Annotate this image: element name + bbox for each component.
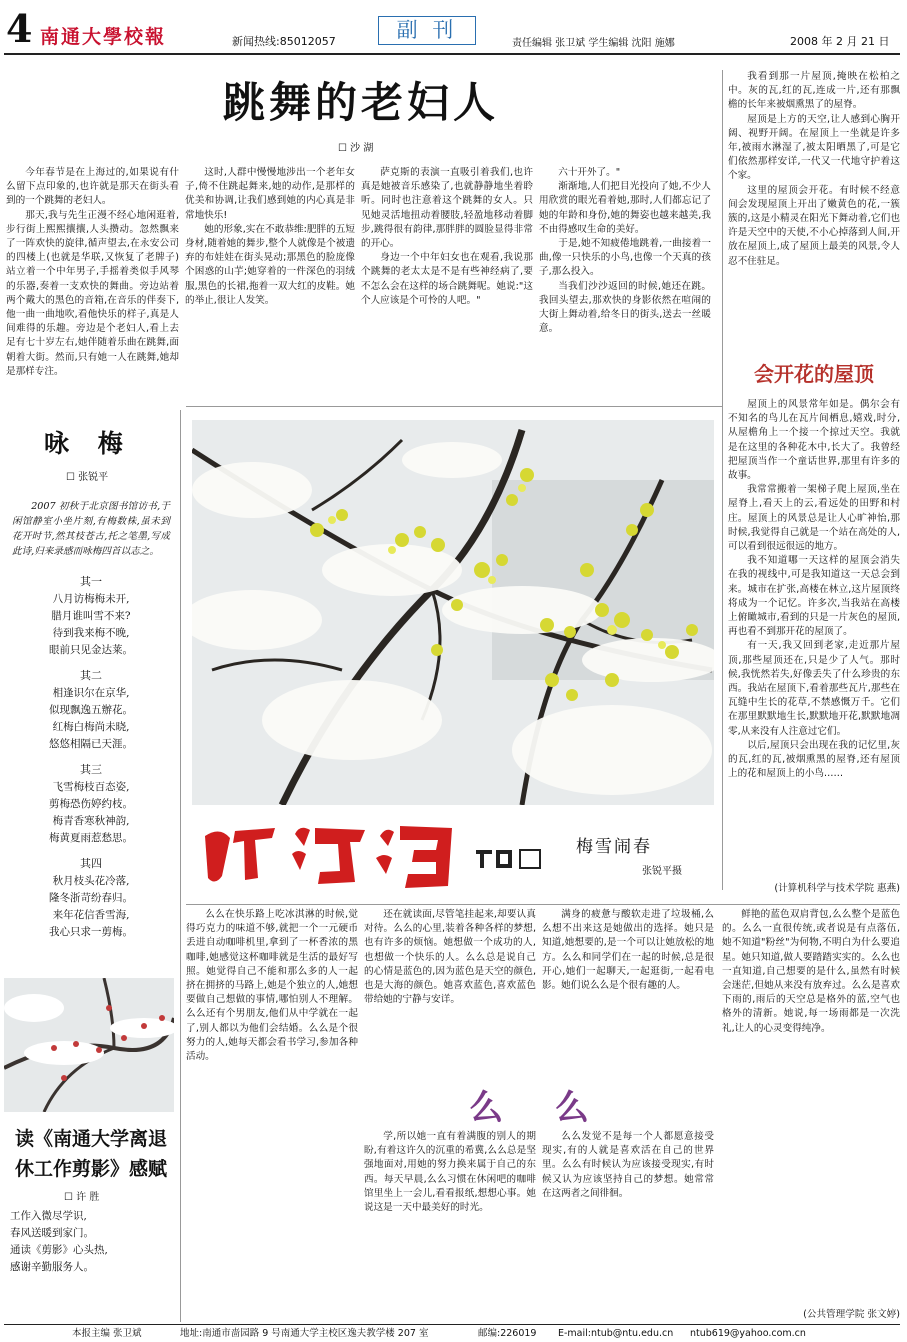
retire-article-photo xyxy=(4,978,174,1112)
poem-stanza-4 xyxy=(4,855,178,941)
section-label: 副 刊 xyxy=(378,16,476,45)
yaoyao-column-4 xyxy=(722,908,900,1306)
footer-email-alt: ntub619@yahoo.com.cn xyxy=(690,1328,806,1339)
paragraph: 么么在快乐路上吃冰淇淋的时候,觉得巧克力的味道不够,就把一个一元硬币丢进自动咖啡机里,拿到了一杯香浓的黑咖啡,她感觉这杯咖啡就是生活的最好写照。她觉得自己不能和那么多的人一起挤在拥挤的马路上,她是个独立的人,她想要做自己想做的事情,哪怕别人不理解。么么还有个男朋友,他们从中学就在一起了,别人都以为他们会结婚。么么是个很努力的人,她每天都会看书学习,参加各种活动。 xyxy=(186,909,358,1063)
photo-caption: 梅雪闹春 xyxy=(576,837,652,857)
dance-column-3 xyxy=(361,166,533,388)
stanza-heading: 其三 xyxy=(80,763,102,776)
poem-line: 梅青香寒秋神韵, xyxy=(52,815,130,827)
calligraphy-strip xyxy=(192,806,714,904)
roof-article-title: 会开花的屋顶 xyxy=(754,362,874,386)
paragraph: 于是,她不知疲倦地跳着,一曲接着一曲,像一只快乐的小鸟,也像一个天真的孩子,那么投入。 xyxy=(539,238,711,278)
poem-line: 隆冬浙苛纷春归。 xyxy=(49,892,133,904)
paragraph: 有一天,我又回到老家,走近那片屋顶,那些屋顶还在,只是少了人气。那时候,我恍然若失,好像丢失了什么珍贵的东西。我站在屋顶下,看着那些瓦片,那些在瓦缝中生长的花草,不禁感慨万千。它们在那里默默地生长,默默地开花,默默地凋零,从来没有人注意过它们。 xyxy=(728,640,900,737)
poem-line: 工作入微尽学识, xyxy=(10,1210,87,1222)
poem-line: 眼前只见金达莱。 xyxy=(49,644,133,656)
footer-rule xyxy=(4,1324,900,1325)
poem-line: 秋月枝头花冷落, xyxy=(52,875,130,887)
paragraph: 屋顶上的风景常年如是。偶尔会有不知名的鸟儿在瓦片间栖息,嬉戏,时分,从屋檐角上一个接一个掠过天空。我就是在这里的各种花木中,长大了。我曾经把屋顶当作一个童话世界,那里有许多的故事。 xyxy=(728,399,900,482)
poem-stanza-3 xyxy=(4,761,178,847)
poem-line: 春风送暖到家门。 xyxy=(10,1227,94,1239)
yaoyao-byline: (公共管理学院 张文婷) xyxy=(803,1309,900,1320)
dance-column-1 xyxy=(6,166,179,388)
footer-address: 地址:南通市啬园路 9 号南通大学主校区逸夫教学楼 207 室 xyxy=(180,1328,429,1339)
poem-line: 悠悠相隔已天涯。 xyxy=(49,738,133,750)
footer-publisher: 本报主编 张卫斌 xyxy=(72,1328,142,1339)
poem-line: 感谢辛勤服务人。 xyxy=(10,1261,94,1273)
poem-intro: 2007 初秋于北京图书馆访书,于闲馆静室小坐片刻,有梅数株,虽未到花开时节,然其枝苍古,托之笔墨,写成此诗,归来录感而咏梅四首以志之。 xyxy=(12,501,170,557)
poem-line: 通读《剪影》心头热, xyxy=(10,1244,108,1256)
yaoyao-column-2 xyxy=(364,908,536,1070)
poem-line: 八月访梅梅未开, xyxy=(52,593,130,605)
poem-author: ☐ 张锐平 xyxy=(66,472,109,483)
masthead-rule xyxy=(4,53,900,55)
plum-blossom-photo-icon xyxy=(192,420,714,805)
roof-byline: (计算机科学与技术学院 惠燕) xyxy=(774,883,900,894)
paragraph: 当我们沙沙返回的时候,她还在跳。我回头望去,那欢快的身影依然在喧闹的大街上舞动着,给冬日的街头,送去一丝暖意。 xyxy=(539,280,711,335)
paragraph: 她的形象,实在不敢恭维:肥胖的五短身材,随着她的舞步,整个人就像是个被遗弃的布娃娃在街头晃动;那黑色的脸庞像个困惑的山芋;她穿着的一件深色的羽绒服,黑色的长裙,拖着一双大红的皮鞋。她的举止,很让人发笑。 xyxy=(185,223,355,306)
yaoyao-column-3 xyxy=(542,908,714,1070)
yaoyao-column-2b xyxy=(364,1130,536,1320)
poem-line: 剪梅恐伤婷约枝。 xyxy=(49,798,133,810)
poem-line: 相逢识尔在京华, xyxy=(52,687,130,699)
poem-line: 似现飘逸五辦花。 xyxy=(49,704,133,716)
retire-poem xyxy=(10,1208,170,1276)
paragraph: 屋顶是上方的天空,让人感到心胸开阔、视野开阔。在屋顶上一坐就是许多年,被雨水淋湿了,被太阳晒黑了,可是它们依然那样安详,一代又一代地守护着这个家。 xyxy=(728,113,900,182)
seal-signature-icon xyxy=(472,844,552,874)
paragraph: 我不知道哪一天这样的屋顶会消失在我的视线中,可是我知道这一天总会到来。城市在扩张,高楼在林立,这片屋顶终将成为一个记忆。许多次,当我站在高楼上俯瞰城市,看到的只是一片灰色的屋顶,再也看不到那开花的屋顶了。 xyxy=(728,555,900,638)
paragraph: 萨克斯的表演一直吸引着我们,也许真是她被音乐感染了,也就静静地坐着聆听。同时也注意着这个跳舞的女人。只见她灵活地扭动着腰肢,轻盈地移动着脚步,跳得很有韵律,那胖胖的圆脸显得非常的开心。 xyxy=(361,167,533,250)
poem-line: 腊月谁叫雪不来? xyxy=(51,610,131,622)
paragraph: 么么发觉不是每一个人都愿意接受现实,有的人就是喜欢活在自己的世界里。么么有时候认为应该接受现实,有时候又认为应该坚持自己的梦想。她常常在这两者之间徘徊。 xyxy=(542,1131,714,1199)
main-photo xyxy=(192,420,714,805)
paragraph: 还在就读面,尽管笔挂起来,却要认真对待。么么的心里,装着各种各样的梦想,也有许多的烦恼。她想做一个成功的人,也想做一个快乐的人。么么总是说自己的心情是蓝色的,因为蓝色是天空的颜色,也是大海的颜色。她喜欢蓝色,喜欢蓝色带给她的宁静与安详。 xyxy=(364,909,536,1006)
paragraph: 今年春节是在上海过的,如果说有什么留下点印象的,也许就是那天在街头看到的一个跳舞的老妇人。 xyxy=(6,167,179,207)
right-top-column xyxy=(728,70,900,348)
stanza-heading: 其一 xyxy=(80,575,102,588)
hotline: 新闻热线:85012057 xyxy=(232,35,336,48)
poem-stanza-2 xyxy=(4,667,178,753)
retire-article-author: ☐ 许 胜 xyxy=(64,1192,100,1203)
column-divider xyxy=(722,70,723,890)
photo-credit: 张锐平摄 xyxy=(642,866,682,877)
jianghaichao-calligraphy-icon xyxy=(200,816,470,896)
poem-line: 我心只求一剪梅。 xyxy=(49,926,133,938)
section-divider xyxy=(186,406,722,407)
footer-postcode: 邮编:226019 xyxy=(478,1328,537,1339)
column-divider xyxy=(180,410,181,1322)
poem-line: 待到我来梅不晚, xyxy=(52,627,130,639)
poem-line: 红梅白梅尚未晓, xyxy=(52,721,130,733)
yaoyao-column-1 xyxy=(186,908,358,1320)
stanza-heading: 其四 xyxy=(80,857,102,870)
roof-article-body xyxy=(728,398,900,868)
poem-title: 咏 梅 xyxy=(44,429,133,458)
paragraph: 身边一个中年妇女也在观看,我说那个跳舞的老太太是不是有些神经病了,要不怎么会在这样的场合跳舞呢。她说:"这个人应该是个可怜的人吧。" xyxy=(361,252,533,306)
yaoyao-column-3b xyxy=(542,1130,714,1320)
paragraph: 六十开外了。" xyxy=(558,167,621,178)
paragraph: 学,所以她一直有着满腹的别人的期盼,有着这许久的沉重的希冀,么么总是坚强地面对,用她的努力换来属于自己的东西。每天早晨,么么习惯在休闲吧的咖啡馆里坐上一会儿,看看报纸,想想心事。她说这是一天中最美好的时光。 xyxy=(364,1131,536,1214)
retire-article-title: 读《南通大学离退休工作剪影》感赋 xyxy=(14,1128,167,1180)
footer-email: E-mail:ntub@ntu.edu.cn xyxy=(558,1328,674,1339)
dance-column-4 xyxy=(539,166,711,406)
paragraph: 渐渐地,人们把目光投向了她,不少人用欣赏的眼光看着她,那时,人们都忘记了她的年龄和身份,她的舞姿也越来越美,我不由得感叹生命的美好。 xyxy=(539,181,711,235)
paragraph: 鲜艳的蓝色双肩背包,么么整个是蓝色的。么么一直很传统,或者说是有点落伍,她不知道"粉丝"为何物,不明白为什么要追星。她只知道,做人要踏踏实实的。么么也一直知道,自己想要的是什么,虽然有时候会迷茫,但她从来没有放弃过。么么是喜欢下雨的,雨后的天空总是格外的蓝,空气也格外的清新。她说,每一场雨都是一次洗礼,让人的心灵变得纯净。 xyxy=(722,909,900,1034)
editors: 责任编辑 张卫斌 学生编辑 沈阳 施娜 xyxy=(512,38,675,49)
paragraph: 这时,人群中慢慢地涉出一个老年女子,倚不住跳起舞来,她的动作,是那样的优美和协调,让我们感到她的内心真是非常地快乐! xyxy=(185,167,355,221)
page-number: 4 xyxy=(6,6,33,51)
paper-name: 南通大學校報 xyxy=(40,26,167,48)
poem-stanza-1 xyxy=(4,573,178,659)
poem-line: 飞雪梅枝百态姿, xyxy=(52,781,130,793)
paragraph: 我常常搬着一架梯子爬上屋顶,坐在屋脊上,看天上的云,看远处的田野和村庄。屋顶上的风景总是让人心旷神怡,那时候,我觉得自己就是一个站在高处的人,可以看到很远很远的地方。 xyxy=(728,484,900,553)
section-divider xyxy=(186,904,900,905)
poem-line: 来年花信香雪海, xyxy=(52,909,130,921)
poem-line: 梅黄夏雨惹愁思。 xyxy=(49,832,133,844)
paragraph: 那天,我与先生正漫不经心地闲逛着,步行街上熙熙攘攘,人头攒动。忽然飘来了一阵欢快的旋律,循声望去,在永安公司的四楼上(也就是华联,又恢复了老牌子)站立着一个中年男子,手摇着类似手风琴的乐器,奏着一支欢快的舞曲。旁边站着两个戴大的黑色的音箱,在音乐的伴奏下,他一曲一曲地吹,看他快乐的样子,真是人间难得的乐趣。旁边是个老妇人,看上去足有七十岁左右,她伴随着乐曲在跳舞,面朝着大街。然而,只有她一人在跳舞,她却是那样专注。 xyxy=(6,209,179,377)
stanza-heading: 其二 xyxy=(80,669,102,682)
issue-date: 2008 年 2 月 21 日 xyxy=(790,35,890,48)
poem-box xyxy=(4,410,178,968)
dance-article-title: 跳舞的老妇人 xyxy=(222,78,499,127)
masthead xyxy=(0,0,907,58)
footer xyxy=(0,1328,907,1342)
paragraph: 满身的疲惫与酸软走进了垃圾桶,么么想不出来这是她做出的选择。她只是知道,她想要的,是一个可以让她放松的地方。么么和同学们在一起的时候,总是很开心,她们一起聊天,一起逛街,一起看电影。她们说么么是个很有趣的人。 xyxy=(542,909,714,992)
dance-article-author: ☐ 沙 湖 xyxy=(338,143,374,154)
paragraph: 我看到那一片屋顶,掩映在松柏之中。灰的瓦,红的瓦,连成一片,还有那飘檐的长年来被烟熏黑了的屋脊。 xyxy=(728,71,900,111)
dance-column-2 xyxy=(185,166,355,388)
paragraph: 以后,屋顶只会出现在我的记忆里,灰的瓦,红的瓦,被烟熏黑的屋脊,还有屋顶上的花和屋顶上的小鸟…… xyxy=(728,739,900,780)
paragraph: 这里的屋顶会开花。有时候不经意间会发现屋顶上开出了嫩黄色的花,一簇簇的,这是小精灵在阳光下舞动着,它们也许是天空中的天使,不小心掉落到人间,开放在屋顶上,成了屋顶上最美的风景,令人忍不住驻足。 xyxy=(728,184,900,267)
yaoyao-title: 么 么 xyxy=(469,1088,609,1128)
red-plum-snow-photo-icon xyxy=(4,978,174,1112)
